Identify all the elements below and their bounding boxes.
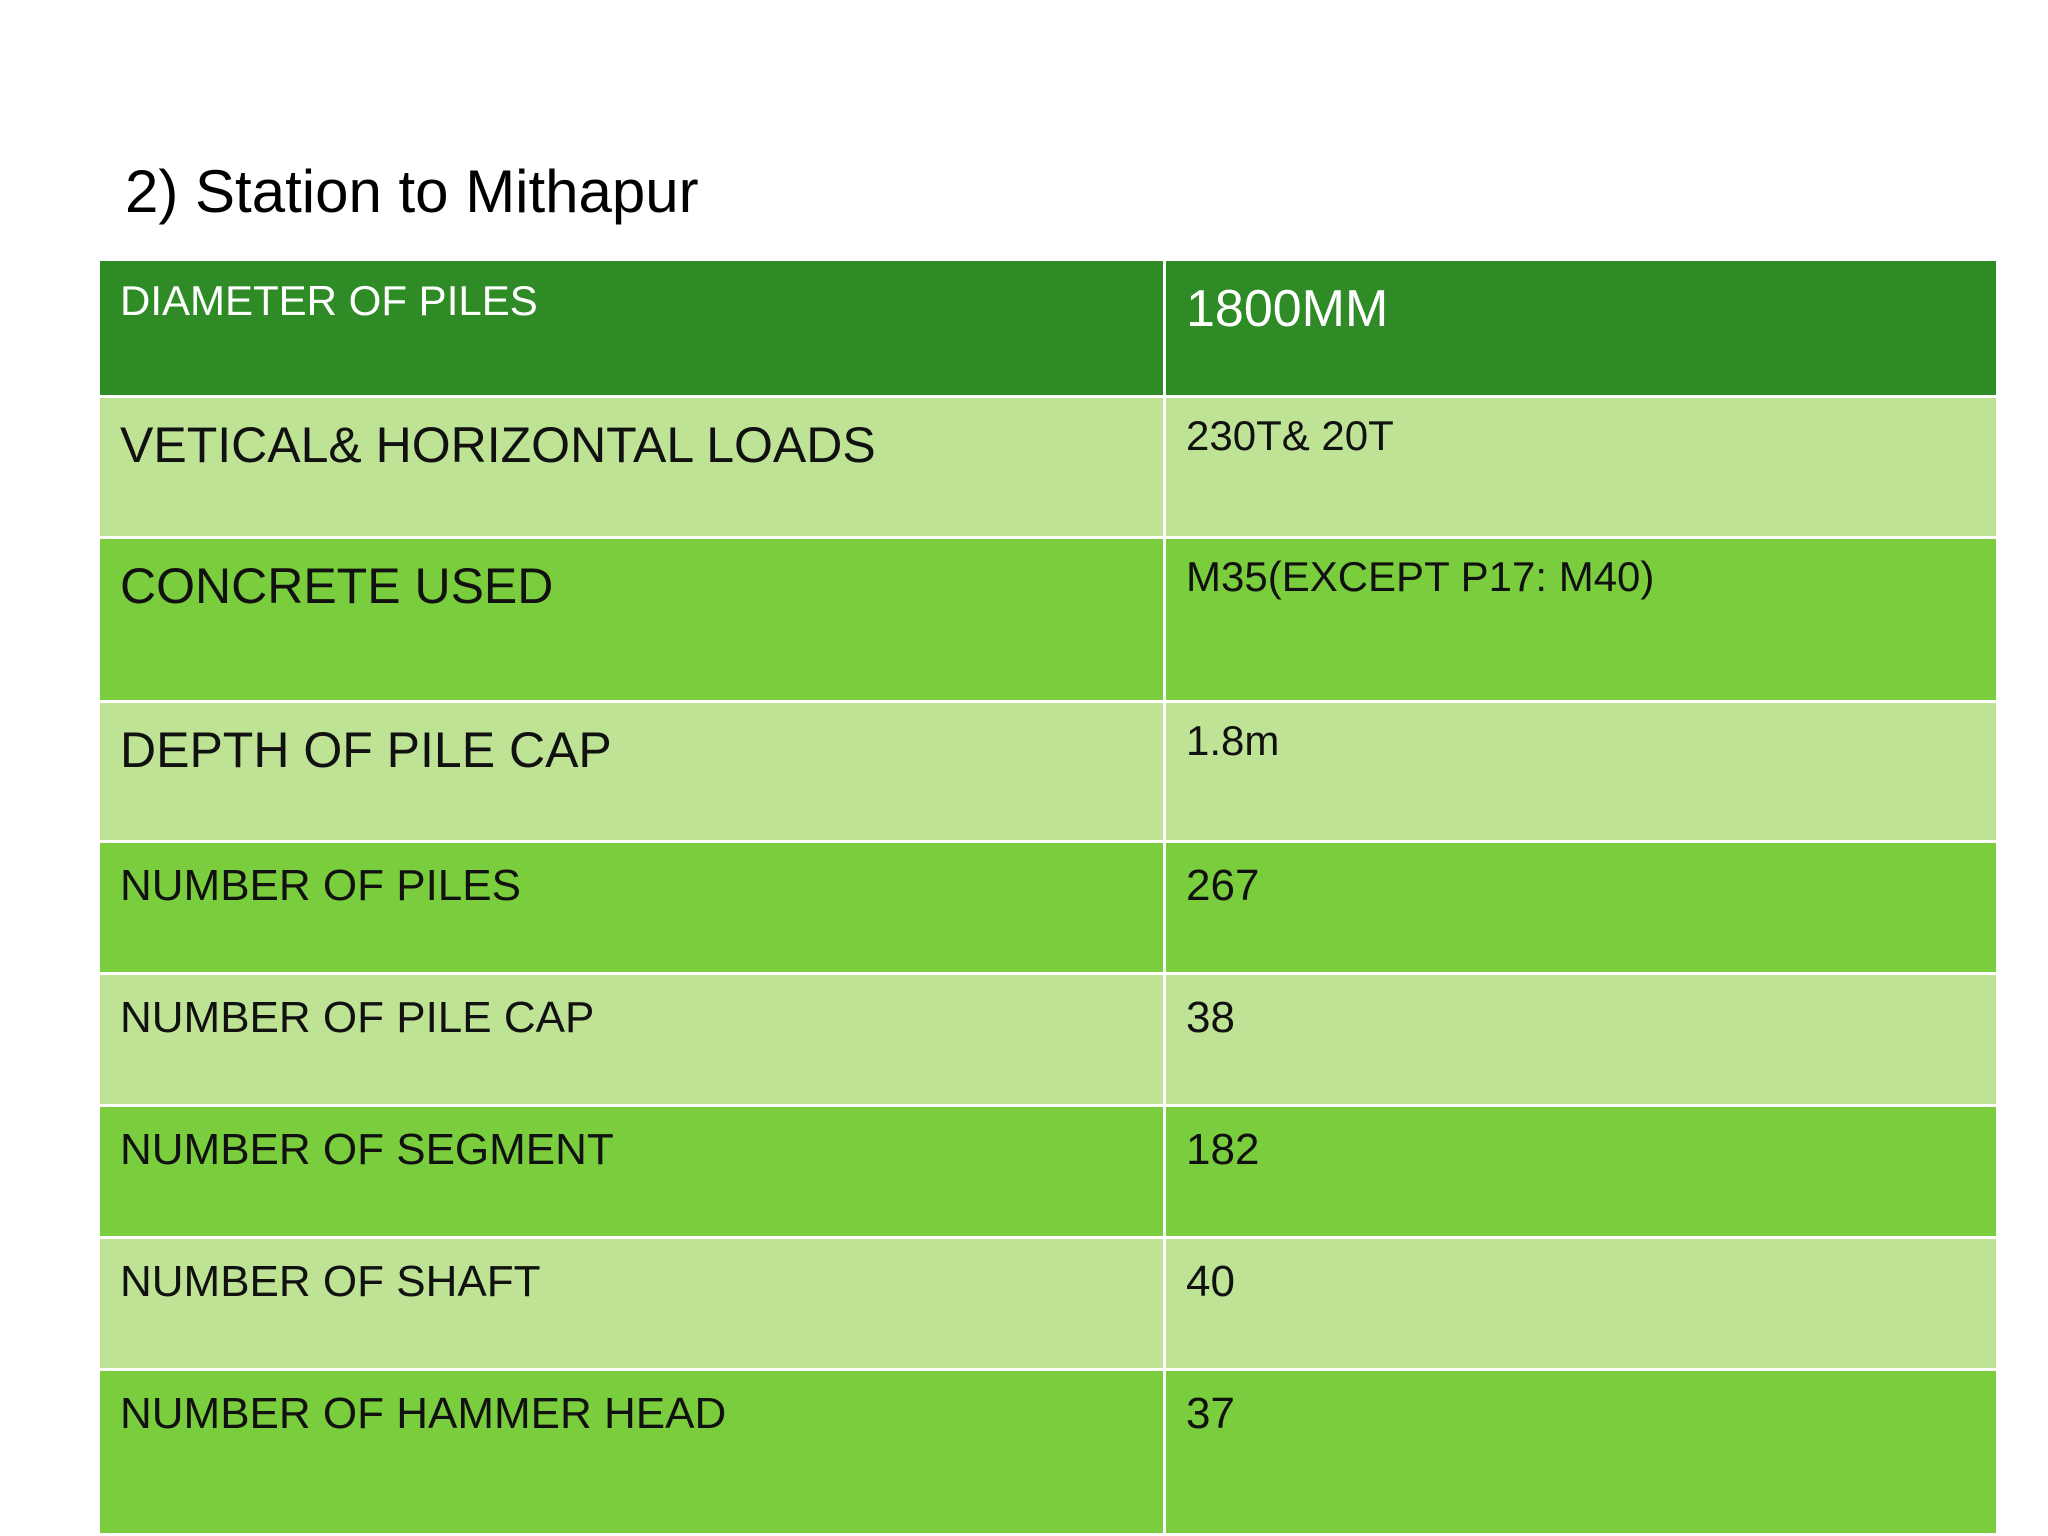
row-value: 40 [1165, 1238, 1998, 1370]
table-row [99, 702, 1998, 842]
table-row [99, 397, 1998, 538]
table-row [99, 974, 1998, 1106]
row-value: 1800MM [1165, 260, 1998, 397]
slide-title: 2) Station to Mithapur [125, 158, 699, 225]
row-value: 267 [1165, 842, 1998, 974]
row-value: M35(EXCEPT P17: M40) [1165, 538, 1998, 702]
row-label: DEPTH OF PILE CAP [99, 702, 1165, 842]
row-label: NUMBER OF SHAFT [99, 1238, 1165, 1370]
table-row [99, 1370, 1998, 1535]
table-row [99, 842, 1998, 974]
row-label: DIAMETER OF PILES [99, 260, 1165, 397]
row-value: 230T& 20T [1165, 397, 1998, 538]
row-label: NUMBER OF HAMMER HEAD [99, 1370, 1165, 1535]
table-row [99, 260, 1998, 397]
row-value: 182 [1165, 1106, 1998, 1238]
row-label: CONCRETE USED [99, 538, 1165, 702]
table-row [99, 538, 1998, 702]
row-value: 1.8m [1165, 702, 1998, 842]
row-label: NUMBER OF PILES [99, 842, 1165, 974]
row-label: NUMBER OF SEGMENT [99, 1106, 1165, 1238]
row-label: NUMBER OF PILE CAP [99, 974, 1165, 1106]
specs-table [97, 258, 1999, 1536]
row-label: VETICAL& HORIZONTAL LOADS [99, 397, 1165, 538]
table-row [99, 1106, 1998, 1238]
row-value: 38 [1165, 974, 1998, 1106]
row-value: 37 [1165, 1370, 1998, 1535]
table-row [99, 1238, 1998, 1370]
